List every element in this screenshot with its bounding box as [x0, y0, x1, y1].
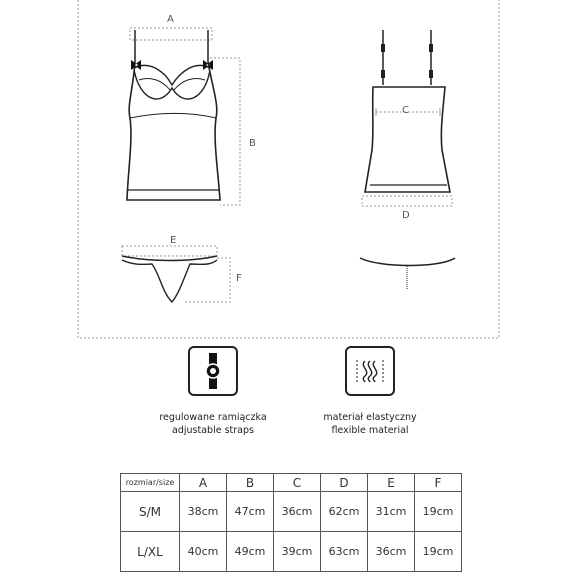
size-label: S/M	[121, 492, 180, 532]
size-label: L/XL	[121, 532, 180, 572]
column-header: B	[227, 474, 274, 492]
column-header: A	[180, 474, 227, 492]
elastic-material-icon	[345, 346, 395, 396]
size-table	[120, 473, 462, 572]
table-cell: 19cm	[415, 492, 462, 532]
feature-caption-material	[300, 411, 440, 437]
table-cell: 47cm	[227, 492, 274, 532]
table-row	[121, 532, 462, 572]
chemise-back-diagram	[355, 25, 465, 220]
column-header: C	[274, 474, 321, 492]
measure-label-c: C	[402, 105, 409, 116]
adjustable-strap-icon	[188, 346, 238, 396]
thong-front-diagram	[110, 240, 250, 310]
measure-label-b: B	[249, 138, 256, 149]
table-cell: 40cm	[180, 532, 227, 572]
column-header: D	[321, 474, 368, 492]
table-cell: 62cm	[321, 492, 368, 532]
feature-label-pl: regulowane ramiączka	[159, 412, 267, 423]
measure-label-f: F	[236, 273, 242, 284]
table-cell: 36cm	[368, 532, 415, 572]
table-row	[121, 492, 462, 532]
table-cell: 36cm	[274, 492, 321, 532]
table-cell: 49cm	[227, 532, 274, 572]
table-cell: 39cm	[274, 532, 321, 572]
size-table-header	[121, 474, 462, 492]
feature-label-en: flexible material	[331, 425, 409, 436]
measure-label-e: E	[170, 235, 177, 246]
column-header: F	[415, 474, 462, 492]
feature-label-en: adjustable straps	[172, 425, 254, 436]
chemise-front-diagram	[115, 20, 275, 215]
thong-back-diagram	[355, 250, 465, 295]
table-cell: 38cm	[180, 492, 227, 532]
column-header: E	[368, 474, 415, 492]
measure-label-d: D	[402, 210, 410, 221]
table-cell: 19cm	[415, 532, 462, 572]
feature-label-pl: materiał elastyczny	[323, 412, 417, 423]
corner-label: rozmiar/size	[121, 474, 180, 492]
table-cell: 31cm	[368, 492, 415, 532]
feature-caption-straps	[143, 411, 283, 437]
measure-label-a: A	[167, 14, 174, 25]
table-cell: 63cm	[321, 532, 368, 572]
